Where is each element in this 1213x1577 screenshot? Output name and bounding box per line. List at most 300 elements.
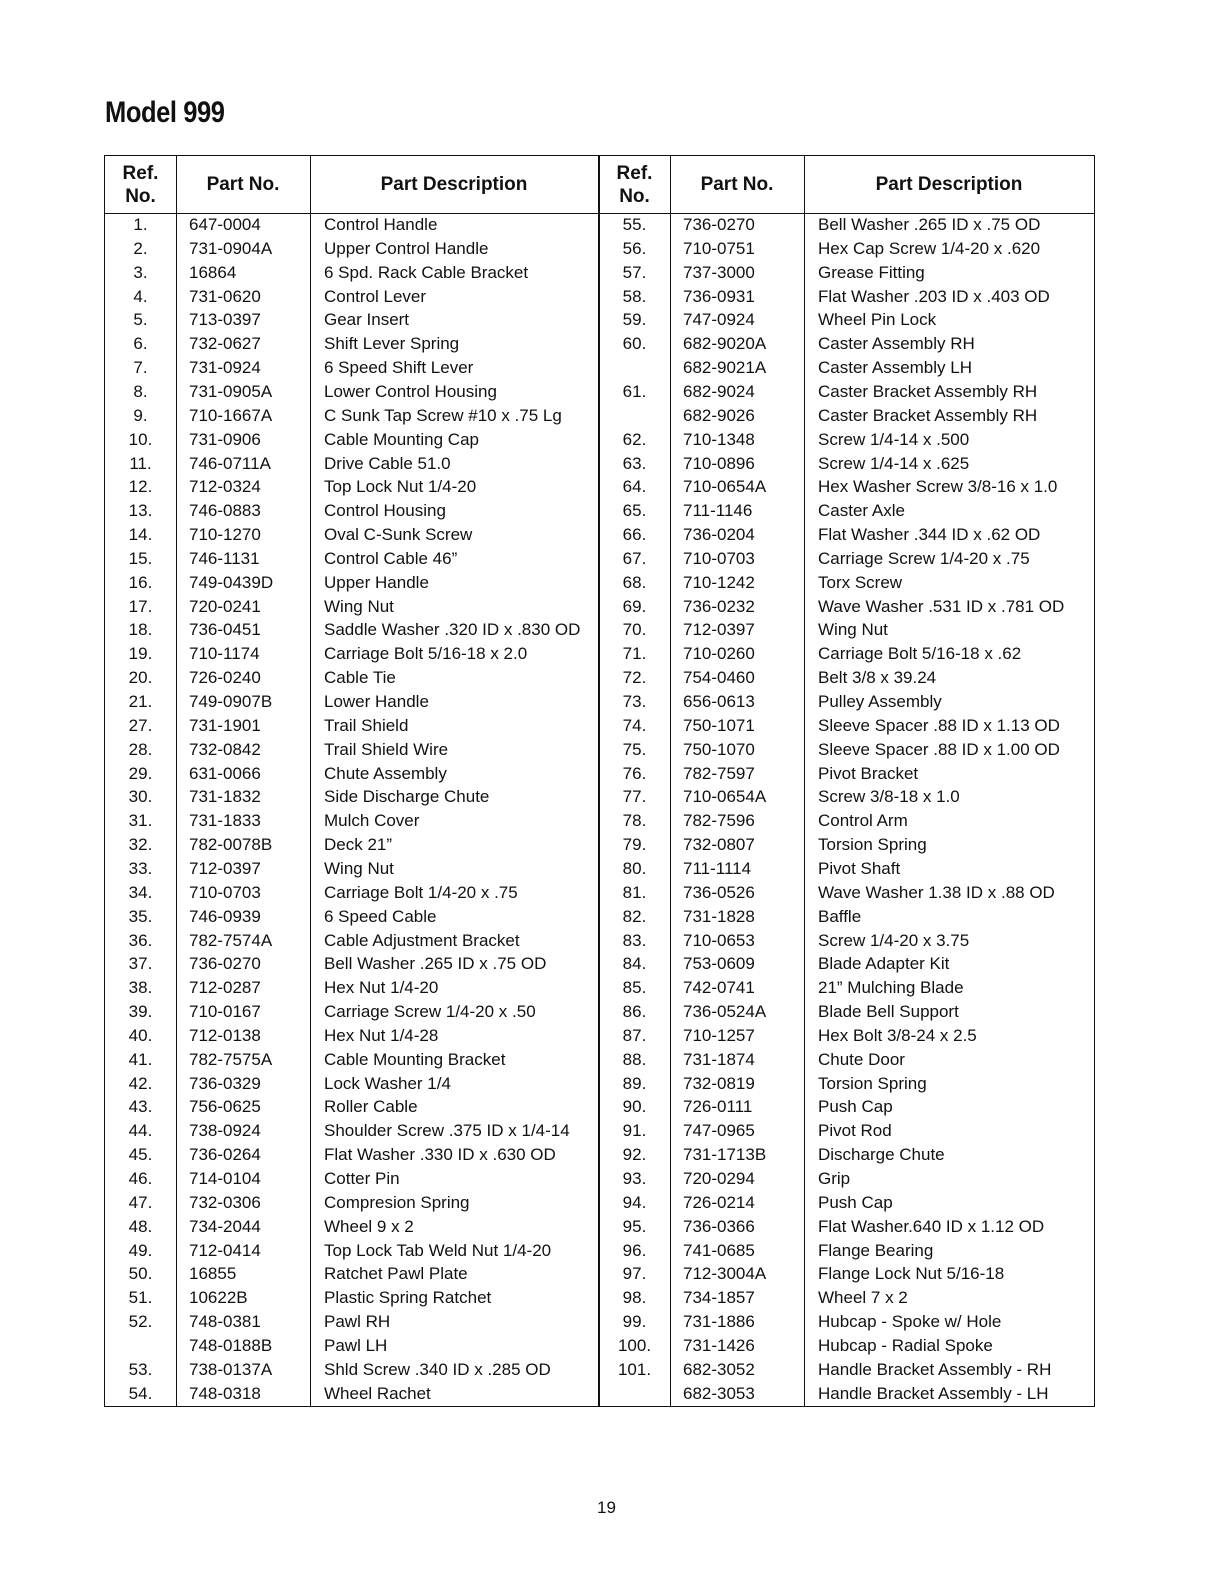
ref-no-cell: 100. — [617, 1335, 652, 1355]
part-no-cell: 736-0329 — [189, 1073, 261, 1093]
table-row — [105, 380, 1094, 404]
part-no-cell: 748-0318 — [189, 1383, 261, 1403]
part-no-cell: 746-1131 — [189, 548, 260, 568]
part-description-cell: Drive Cable 51.0 — [324, 453, 451, 473]
part-no-cell: 712-3004A — [683, 1264, 767, 1284]
ref-no-cell: 86. — [622, 1002, 647, 1022]
part-description-cell: Torsion Spring — [818, 1073, 927, 1093]
ref-no-cell: 9. — [133, 405, 148, 425]
ref-no-cell: 80. — [622, 858, 647, 878]
part-description-cell: Cable Mounting Bracket — [324, 1049, 506, 1069]
part-description-cell: 6 Speed Shift Lever — [324, 358, 474, 378]
part-no-cell: 710-1174 — [189, 644, 260, 664]
part-no-cell: 782-7597 — [683, 763, 755, 783]
part-no-cell: 710-1348 — [683, 429, 755, 449]
ref-no-cell: 39. — [128, 1002, 153, 1022]
header-part-description: Part Description — [380, 174, 528, 195]
ref-no-cell: 32. — [128, 835, 153, 855]
part-description-cell: Bell Washer .265 ID x .75 OD — [324, 954, 547, 974]
ref-no-cell: 27. — [128, 715, 153, 735]
ref-no-cell: 37. — [128, 954, 153, 974]
part-no-cell: 710-0260 — [683, 644, 755, 664]
ref-no-cell: 77. — [622, 787, 647, 807]
ref-no-cell: 28. — [128, 739, 153, 759]
table-row — [105, 1310, 1094, 1334]
ref-no-cell: 20. — [128, 668, 153, 688]
ref-no-cell: 76. — [622, 763, 647, 783]
part-description-cell: Pivot Rod — [818, 1121, 892, 1141]
table-row — [105, 308, 1094, 332]
part-no-cell: 737-3000 — [683, 262, 755, 282]
table-row — [105, 1000, 1094, 1024]
part-no-cell: 747-0965 — [683, 1121, 755, 1141]
part-no-cell: 736-0931 — [683, 286, 755, 306]
part-description-cell: Carriage Bolt 1/4-20 x .75 — [324, 882, 518, 902]
ref-no-cell: 56. — [622, 238, 647, 258]
part-no-cell: 682-9021A — [683, 358, 767, 378]
part-description-cell: Pulley Assembly — [818, 692, 942, 711]
part-description-cell: Flange Bearing — [818, 1240, 934, 1260]
table-row — [105, 1095, 1094, 1119]
ref-no-cell: 42. — [128, 1073, 153, 1093]
ref-no-cell: 91. — [622, 1121, 647, 1141]
part-description-cell: Control Housing — [324, 501, 446, 521]
part-no-cell: 682-9024 — [683, 381, 755, 401]
table-row — [105, 332, 1094, 356]
part-description-cell: Cotter Pin — [324, 1169, 400, 1188]
part-no-cell: 782-7574A — [189, 930, 273, 950]
table-row — [105, 1215, 1094, 1239]
part-no-cell: 712-0138 — [189, 1025, 261, 1045]
part-no-cell: 748-0381 — [189, 1312, 261, 1332]
table-row — [105, 1262, 1094, 1286]
table-row — [105, 1334, 1094, 1358]
part-description-cell: Upper Control Handle — [324, 238, 489, 258]
part-description-cell: Discharge Chute — [818, 1145, 945, 1165]
part-no-cell: 782-0078B — [189, 835, 273, 855]
part-no-cell: 726-0240 — [189, 668, 261, 688]
ref-no-cell: 69. — [622, 596, 647, 616]
part-no-cell: 731-1832 — [189, 787, 261, 807]
table-row — [105, 929, 1094, 953]
part-no-cell: 754-0460 — [683, 668, 755, 688]
ref-no-cell: 97. — [622, 1264, 647, 1284]
part-description-cell: Carriage Screw 1/4-20 x .50 — [324, 1002, 536, 1022]
part-description-cell: Hex Washer Screw 3/8-16 x 1.0 — [818, 477, 1058, 497]
table-row — [105, 666, 1094, 690]
part-no-cell: 710-1242 — [683, 572, 755, 592]
table-row — [105, 690, 1094, 714]
ref-no-cell: 36. — [128, 930, 153, 950]
table-row — [105, 1191, 1094, 1215]
part-no-cell: 731-0905A — [189, 381, 273, 401]
part-no-cell: 732-0306 — [189, 1192, 261, 1212]
ref-no-cell: 89. — [622, 1073, 647, 1093]
part-no-cell: 746-0711A — [189, 453, 271, 473]
ref-no-cell: 45. — [128, 1145, 153, 1165]
ref-no-cell: 6. — [133, 334, 148, 354]
table-row — [105, 475, 1094, 499]
part-description-cell: Wave Washer 1.38 ID x .88 OD — [818, 882, 1055, 902]
part-no-cell: 714-0104 — [189, 1169, 261, 1188]
part-no-cell: 731-1874 — [683, 1049, 755, 1069]
ref-no-cell: 98. — [622, 1288, 647, 1308]
part-description-cell: Roller Cable — [324, 1097, 418, 1117]
table-row — [105, 952, 1094, 976]
part-description-cell: Torx Screw — [818, 572, 903, 592]
page-number: 19 — [597, 1498, 616, 1517]
ref-no-cell: 96. — [622, 1240, 647, 1260]
ref-no-cell: 50. — [128, 1264, 153, 1284]
part-description-cell: Hex Nut 1/4-28 — [324, 1025, 439, 1045]
part-description-cell: Wing Nut — [818, 620, 888, 640]
part-description-cell: Trail Shield Wire — [324, 739, 449, 759]
part-no-cell: 711-1114 — [683, 858, 752, 878]
part-description-cell: Caster Bracket Assembly RH — [818, 405, 1038, 425]
ref-no-cell: 46. — [128, 1169, 153, 1188]
part-description-cell: Cable Mounting Cap — [324, 429, 479, 449]
table-row — [105, 404, 1094, 428]
part-no-cell: 756-0625 — [189, 1097, 261, 1117]
ref-no-cell: 88. — [622, 1049, 647, 1069]
part-description-cell: Side Discharge Chute — [324, 787, 490, 807]
part-description-cell: Ratchet Pawl Plate — [324, 1264, 468, 1284]
table-row — [105, 857, 1094, 881]
part-description-cell: Grip — [818, 1169, 851, 1188]
part-description-cell: Hubcap - Radial Spoke — [818, 1335, 993, 1355]
part-description-cell: Flat Washer .344 ID x .62 OD — [818, 525, 1041, 545]
ref-no-cell: 95. — [622, 1216, 647, 1236]
part-no-cell: 731-1886 — [683, 1312, 755, 1332]
part-description-cell: Bell Washer .265 ID x .75 OD — [818, 215, 1041, 234]
part-description-cell: Screw 1/4-14 x .500 — [818, 429, 970, 449]
part-description-cell: Upper Handle — [324, 572, 429, 592]
part-description-cell: Shoulder Screw .375 ID x 1/4-14 — [324, 1121, 570, 1141]
part-description-cell: Cable Tie — [324, 668, 396, 688]
table-row — [105, 237, 1094, 261]
table-row — [105, 547, 1094, 571]
table-row — [105, 976, 1094, 1000]
part-description-cell: Wing Nut — [324, 596, 394, 616]
part-no-cell: 732-0807 — [683, 835, 755, 855]
part-no-cell: 731-0904A — [189, 238, 273, 258]
part-description-cell: Pivot Shaft — [818, 858, 901, 878]
ref-no-cell: 40. — [128, 1025, 153, 1045]
ref-no-cell: 68. — [622, 572, 647, 592]
table-row — [105, 428, 1094, 452]
part-no-cell: 736-0264 — [189, 1145, 261, 1165]
part-description-cell: Chute Door — [818, 1049, 905, 1069]
part-description-cell: Flat Washer.640 ID x 1.12 OD — [818, 1216, 1045, 1236]
ref-no-cell: 58. — [622, 286, 647, 306]
table-row — [105, 1048, 1094, 1072]
table-row — [105, 1239, 1094, 1263]
part-no-cell: 742-0741 — [683, 978, 755, 998]
part-no-cell: 710-0751 — [683, 238, 755, 258]
part-no-cell: 710-1667A — [189, 405, 273, 425]
part-description-cell: Handle Bracket Assembly - RH — [818, 1359, 1052, 1379]
part-no-cell: 748-0188B — [189, 1335, 273, 1355]
part-no-cell: 750-1070 — [683, 739, 755, 759]
ref-no-cell: 4. — [133, 286, 148, 306]
part-description-cell: Compresion Spring — [324, 1192, 470, 1212]
part-no-cell: 736-0270 — [189, 954, 261, 974]
part-no-cell: 741-0685 — [683, 1240, 755, 1260]
ref-no-cell: 62. — [622, 429, 647, 449]
ref-no-cell: 30. — [128, 787, 153, 807]
part-no-cell: 712-0324 — [189, 477, 261, 497]
ref-no-cell: 48. — [128, 1216, 153, 1236]
ref-no-cell: 29. — [128, 763, 153, 783]
table-row — [105, 714, 1094, 738]
part-description-cell: Pivot Bracket — [818, 763, 919, 783]
ref-no-cell: 70. — [622, 620, 647, 640]
part-description-cell: Screw 3/8-18 x 1.0 — [818, 787, 960, 807]
part-no-cell: 732-0842 — [189, 739, 261, 759]
part-no-cell: 747-0924 — [683, 310, 755, 330]
ref-no-cell: 71. — [622, 644, 647, 664]
ref-no-cell: 101. — [617, 1359, 652, 1379]
part-no-cell: 731-0924 — [189, 358, 261, 378]
part-no-cell: 712-0414 — [189, 1240, 261, 1260]
part-no-cell: 746-0883 — [189, 501, 261, 521]
part-description-cell: Lock Washer 1/4 — [324, 1073, 451, 1093]
part-description-cell: Push Cap — [818, 1097, 893, 1117]
part-no-cell: 738-0137A — [189, 1359, 273, 1379]
part-no-cell: 731-1713B — [683, 1145, 767, 1165]
table-row — [105, 1167, 1094, 1191]
part-no-cell: 736-0232 — [683, 596, 755, 616]
ref-no-cell: 75. — [622, 739, 647, 759]
ref-no-cell: 64. — [622, 477, 647, 497]
part-no-cell: 749-0907B — [189, 692, 273, 711]
part-description-cell: Handle Bracket Assembly - LH — [818, 1383, 1049, 1403]
ref-no-cell: 82. — [622, 906, 647, 926]
ref-no-cell: 73. — [622, 692, 647, 711]
part-no-cell: 682-3052 — [683, 1359, 755, 1379]
part-description-cell: Top Lock Nut 1/4-20 — [324, 477, 477, 497]
part-no-cell: 736-0204 — [683, 525, 755, 545]
ref-no-cell: 44. — [128, 1121, 153, 1141]
part-no-cell: 736-0270 — [683, 215, 755, 234]
ref-no-cell: 81. — [622, 882, 647, 902]
part-no-cell: 712-0397 — [683, 620, 755, 640]
part-description-cell: Trail Shield — [324, 715, 409, 735]
part-description-cell: Saddle Washer .320 ID x .830 OD — [324, 620, 581, 640]
table-row — [105, 809, 1094, 833]
part-description-cell: Carriage Bolt 5/16-18 x 2.0 — [324, 644, 528, 664]
part-no-cell: 631-0066 — [189, 763, 261, 783]
ref-no-cell: 78. — [622, 811, 647, 831]
part-description-cell: Caster Assembly LH — [818, 358, 972, 378]
table-row — [105, 213, 1094, 237]
part-no-cell: 782-7596 — [683, 811, 755, 831]
ref-no-cell: 1. — [133, 215, 148, 234]
part-description-cell: Chute Assembly — [324, 763, 447, 783]
part-description-cell: Wheel 9 x 2 — [324, 1216, 414, 1236]
table-row — [105, 523, 1094, 547]
part-no-cell: 710-0653 — [683, 930, 755, 950]
table-row — [105, 1358, 1094, 1382]
ref-no-cell: 49. — [128, 1240, 153, 1260]
part-description-cell: Control Cable 46” — [324, 548, 458, 568]
ref-no-cell: 31. — [128, 811, 153, 831]
part-description-cell: Carriage Screw 1/4-20 x .75 — [818, 548, 1030, 568]
part-description-cell: 21” Mulching Blade — [818, 978, 964, 998]
part-no-cell: 734-2044 — [189, 1216, 261, 1236]
part-no-cell: 731-1828 — [683, 906, 755, 926]
part-no-cell: 736-0366 — [683, 1216, 755, 1236]
part-description-cell: Screw 1/4-20 x 3.75 — [818, 930, 970, 950]
ref-no-cell: 79. — [622, 835, 647, 855]
part-description-cell: Pawl RH — [324, 1312, 391, 1332]
ref-no-cell: 99. — [622, 1312, 647, 1332]
table-row — [105, 833, 1094, 857]
part-no-cell: 734-1857 — [683, 1288, 755, 1308]
part-no-cell: 736-0526 — [683, 882, 755, 902]
part-no-cell: 710-0654A — [683, 787, 767, 807]
part-description-cell: Top Lock Tab Weld Nut 1/4-20 — [324, 1240, 552, 1260]
part-description-cell: Shift Lever Spring — [324, 334, 460, 354]
part-description-cell: Hubcap - Spoke w/ Hole — [818, 1312, 1002, 1332]
part-description-cell: Sleeve Spacer .88 ID x 1.00 OD — [818, 739, 1060, 759]
ref-no-cell: 5. — [133, 310, 148, 330]
part-description-cell: Plastic Spring Ratchet — [324, 1288, 492, 1308]
part-no-cell: 731-0620 — [189, 286, 261, 306]
ref-no-cell: 7. — [133, 358, 148, 378]
part-no-cell: 732-0627 — [189, 334, 261, 354]
ref-no-cell: 93. — [622, 1169, 647, 1188]
part-no-cell: 731-1901 — [189, 715, 261, 735]
part-no-cell: 710-0703 — [683, 548, 755, 568]
ref-no-cell: 72. — [622, 668, 647, 688]
part-no-cell: 16855 — [189, 1264, 237, 1284]
table-row — [105, 1024, 1094, 1048]
part-description-cell: Wheel Rachet — [324, 1383, 431, 1403]
ref-no-cell: 90. — [622, 1097, 647, 1117]
part-no-cell: 731-1426 — [683, 1335, 755, 1355]
ref-no-cell: 92. — [622, 1145, 647, 1165]
part-no-cell: 16864 — [189, 262, 237, 282]
part-description-cell: Carriage Bolt 5/16-18 x .62 — [818, 644, 1022, 664]
part-description-cell: 6 Spd. Rack Cable Bracket — [324, 262, 529, 282]
ref-no-cell: 43. — [128, 1097, 153, 1117]
part-description-cell: Lower Control Housing — [324, 381, 497, 401]
ref-no-cell: 34. — [128, 882, 153, 902]
part-description-cell: Blade Bell Support — [818, 1002, 959, 1022]
part-description-cell: Torsion Spring — [818, 835, 927, 855]
table-row — [105, 452, 1094, 476]
part-no-cell: 712-0287 — [189, 978, 261, 998]
part-description-cell: Gear Insert — [324, 310, 410, 330]
part-no-cell: 711-1146 — [683, 501, 753, 521]
ref-no-cell: 19. — [128, 644, 153, 664]
ref-no-cell: 16. — [128, 572, 153, 592]
header-part-no: Part No. — [206, 174, 280, 195]
part-description-cell: Cable Adjustment Bracket — [324, 930, 520, 950]
table-row — [105, 571, 1094, 595]
part-no-cell: 647-0004 — [189, 215, 261, 234]
ref-no-cell: 10. — [128, 429, 153, 449]
part-description-cell: Wing Nut — [324, 858, 394, 878]
part-no-cell: 732-0819 — [683, 1073, 755, 1093]
part-description-cell: Baffle — [818, 906, 862, 926]
table-row — [105, 261, 1094, 285]
ref-no-cell: 67. — [622, 548, 647, 568]
part-no-cell: 731-0906 — [189, 429, 261, 449]
ref-no-cell: 47. — [128, 1192, 153, 1212]
part-no-cell: 712-0397 — [189, 858, 261, 878]
part-no-cell: 749-0439D — [189, 572, 274, 592]
part-description-cell: Flat Washer .330 ID x .630 OD — [324, 1145, 556, 1165]
part-no-cell: 682-3053 — [683, 1383, 755, 1403]
ref-no-cell: 38. — [128, 978, 153, 998]
part-description-cell: Belt 3/8 x 39.24 — [818, 668, 937, 688]
part-description-cell: Lower Handle — [324, 692, 429, 711]
part-description-cell: Screw 1/4-14 x .625 — [818, 453, 970, 473]
part-description-cell: C Sunk Tap Screw #10 x .75 Lg — [324, 405, 562, 425]
part-no-cell: 656-0613 — [683, 692, 755, 711]
table-row — [105, 285, 1094, 309]
part-description-cell: Caster Assembly RH — [818, 334, 975, 354]
header-ref-no: Ref. No. — [122, 162, 159, 207]
part-description-cell: Flat Washer .203 ID x .403 OD — [818, 286, 1050, 306]
ref-no-cell: 57. — [622, 262, 647, 282]
part-description-cell: Caster Bracket Assembly RH — [818, 381, 1038, 401]
table-row — [105, 618, 1094, 642]
table-row — [105, 595, 1094, 619]
part-description-cell: Mulch Cover — [324, 811, 420, 831]
header-part-description-right: Part Description — [875, 174, 1023, 195]
part-description-cell: Wheel 7 x 2 — [818, 1288, 908, 1308]
part-description-cell: Blade Adapter Kit — [818, 954, 950, 974]
part-no-cell: 710-0167 — [189, 1002, 261, 1022]
table-row — [105, 1286, 1094, 1310]
ref-no-cell: 17. — [128, 596, 153, 616]
table-row — [105, 1143, 1094, 1167]
part-no-cell: 710-0896 — [683, 453, 755, 473]
part-no-cell: 738-0924 — [189, 1121, 261, 1141]
part-no-cell: 782-7575A — [189, 1049, 273, 1069]
table-row — [105, 738, 1094, 762]
part-no-cell: 753-0609 — [683, 954, 755, 974]
part-description-cell: Control Arm — [818, 811, 908, 831]
part-description-cell: Wheel Pin Lock — [818, 310, 937, 330]
part-description-cell: Hex Bolt 3/8-24 x 2.5 — [818, 1025, 977, 1045]
part-no-cell: 682-9026 — [683, 405, 755, 425]
ref-no-cell: 54. — [128, 1383, 153, 1403]
part-description-cell: Flange Lock Nut 5/16-18 — [818, 1264, 1005, 1284]
ref-no-cell: 11. — [129, 453, 152, 473]
ref-no-cell: 8. — [133, 381, 148, 401]
part-no-cell: 726-0111 — [683, 1097, 753, 1117]
ref-no-cell: 63. — [622, 453, 647, 473]
table-row — [105, 785, 1094, 809]
part-no-cell: 750-1071 — [683, 715, 755, 735]
ref-no-cell: 85. — [622, 978, 647, 998]
part-no-cell: 736-0524A — [683, 1002, 767, 1022]
part-no-cell: 710-1270 — [189, 525, 261, 545]
ref-no-cell: 60. — [622, 334, 647, 354]
ref-no-cell: 12. — [128, 477, 153, 497]
ref-no-cell: 55. — [622, 215, 647, 234]
part-no-cell: 736-0451 — [189, 620, 261, 640]
part-no-cell: 710-0703 — [189, 882, 261, 902]
ref-no-cell: 51. — [128, 1288, 153, 1308]
ref-no-cell: 52. — [128, 1312, 153, 1332]
ref-no-cell: 94. — [622, 1192, 647, 1212]
part-description-cell: Control Handle — [324, 215, 438, 234]
